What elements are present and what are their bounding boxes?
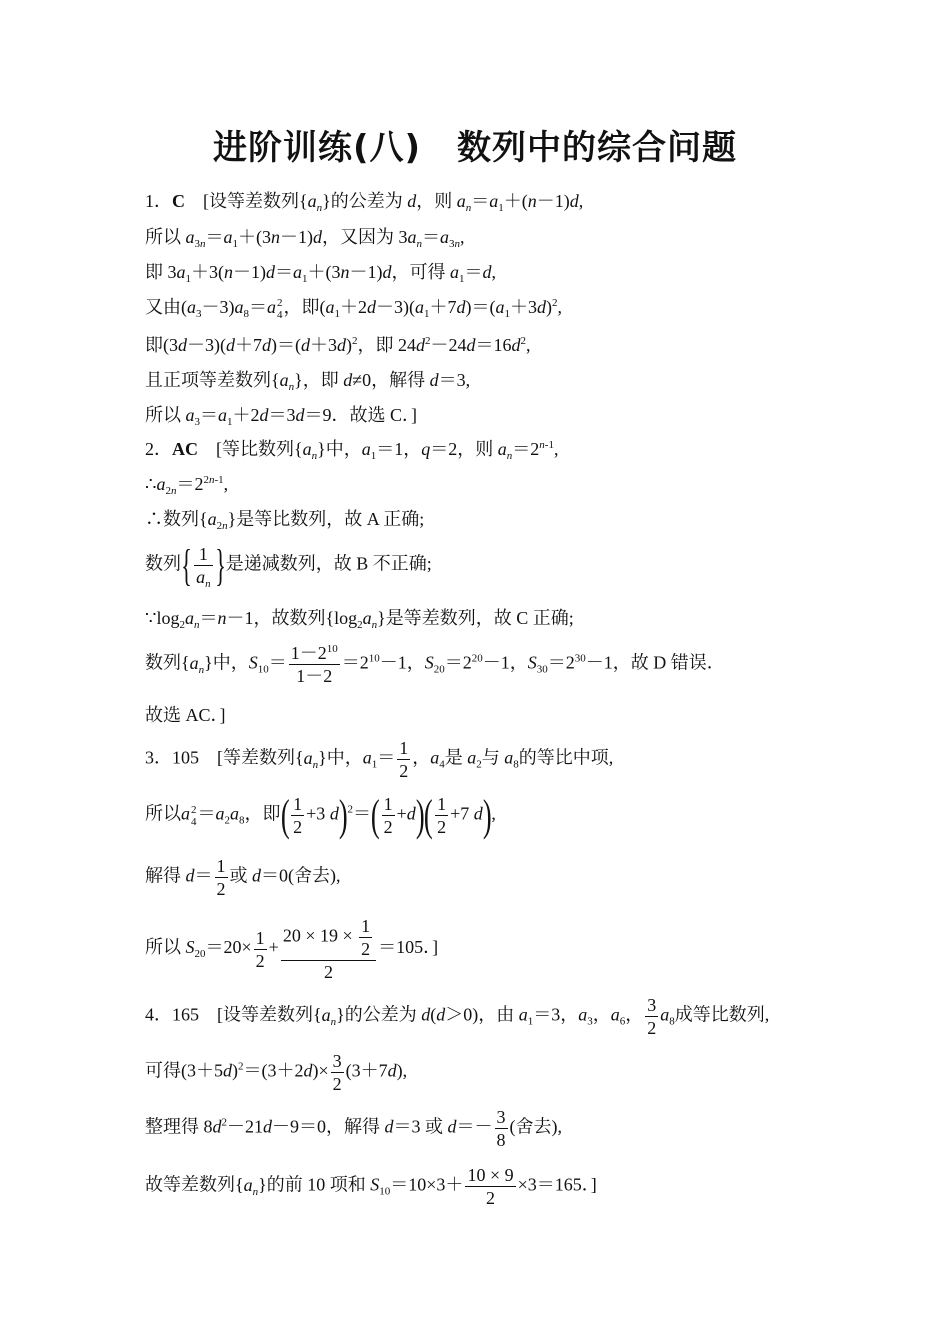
page-title <box>0 120 950 169</box>
q3-line-1: 3．105 [等差数列$\{a_n\}$中，$a_1=$ $\frac{1}{2}$ ，$a_4$是 $a_2$与 $a_8$的等比中项, <box>145 738 614 781</box>
q2-line-6: 数列$\{a_n\}$中，$S_{10}=$ $\frac{1-2^{10}}{1-2}$ $=2^{10}-1$，$S_{20}=2^{20}-1$，$S_{30}=2^{30}-1$，故 D 错误． <box>145 643 725 686</box>
q4-line-4: 故等差数列$\{a_n\}$的前 10 项和 $S_{10}=10\times 3+$ $\frac{10 \times 9}{2}$ ×3＝165．] <box>145 1165 597 1208</box>
q2-line-7: 故选 AC．] <box>145 705 226 725</box>
q1-line-1: 1．C [设等差数列$\{a_n\}$的公差为 d，则 $a_n=a_1+(n-1)d$, <box>145 191 584 214</box>
q4-line-1: 4．165 [设等差数列$\{a_n\}$的公差为 d(d＞0)，由 $a_1=3$，$a_3$，$a_6$， $\frac{3}{2}$ $a_8$成等比数列, <box>145 995 770 1038</box>
q1-line-2: 所以 $a_{3n}=a_1+(3n-1)d$，又因为 $3a_n=a_{3n}$, <box>145 227 465 250</box>
title-part1: 进阶训练(八) <box>212 128 422 168</box>
q2-line-2: $\therefore a_{2n}=2^{2n-1}$, <box>145 474 229 497</box>
q4-line-2: 可得$(3+5d)^2=(3+2d)\times$ $\frac{3}{2}$ (3＋7d), <box>145 1051 408 1094</box>
q1-line-6: 且正项等差数列$\{a_n\}$，即 d≠0，解得 d＝3, <box>145 370 471 393</box>
q1-line-4: 又由$(a_3-3)a_8=a$ 2 4 ，即$(a_1+2d-3)(a_1+7d)=(a_1+3d)^2$, <box>145 296 562 321</box>
title-part2: 数列中的综合问题 <box>457 128 738 168</box>
q2-line-3: ∴数列$\{a_{2n}\}$是等比数列，故 A 正确; <box>145 509 425 532</box>
q1-line-5: 即$(3d-3)(d+7d)=(d+3d)^2$，即 $24d^2-24d=16d^2$, <box>145 335 531 355</box>
q1-line-7: 所以 $a_3=a_1+2d=3d=9$．故选 C．] <box>145 405 417 428</box>
q2-line-5: $\because\log_2a_n=n-1$，故数列$\{\log_2a_n\}$是等差数列，故 C 正确; <box>145 608 574 631</box>
q3-line-4: 所以 $S_{20}=20\times$ $\frac{1}{2}$ + 20 × 19 × $\frac{1}{2}$ 2 ＝105．] <box>145 916 439 982</box>
q1-line-3: 即 $3a_1+3(n-1)d=a_1+(3n-1)d$，可得 $a_1=d$, <box>145 262 496 285</box>
q4-line-3: 整理得 $8d^2-21d-9=0$，解得 d＝3 或 d＝－ $\frac{3}{8}$ (舍去), <box>145 1107 562 1150</box>
q3-line-2: 所以a 2 4 $=a_2a_8$，即( $\frac{1}{2}$ +3 d)$^2$＝( $\frac{1}{2}$ +d)( $\frac{1}{2}$ +7 d), <box>145 790 496 840</box>
q2-line-1: 2．AC [等比数列$\{a_n\}$中，$a_1=1$，q＝2，则 $a_n=2^{n-1}$, <box>145 439 559 462</box>
q3-line-3: 解得 d＝ $\frac{1}{2}$ 或 d＝0(舍去), <box>145 856 341 899</box>
q2-line-4: 数列{ $\frac{1}{a_n}$ }是递减数列，故 B 不正确; <box>145 540 432 590</box>
